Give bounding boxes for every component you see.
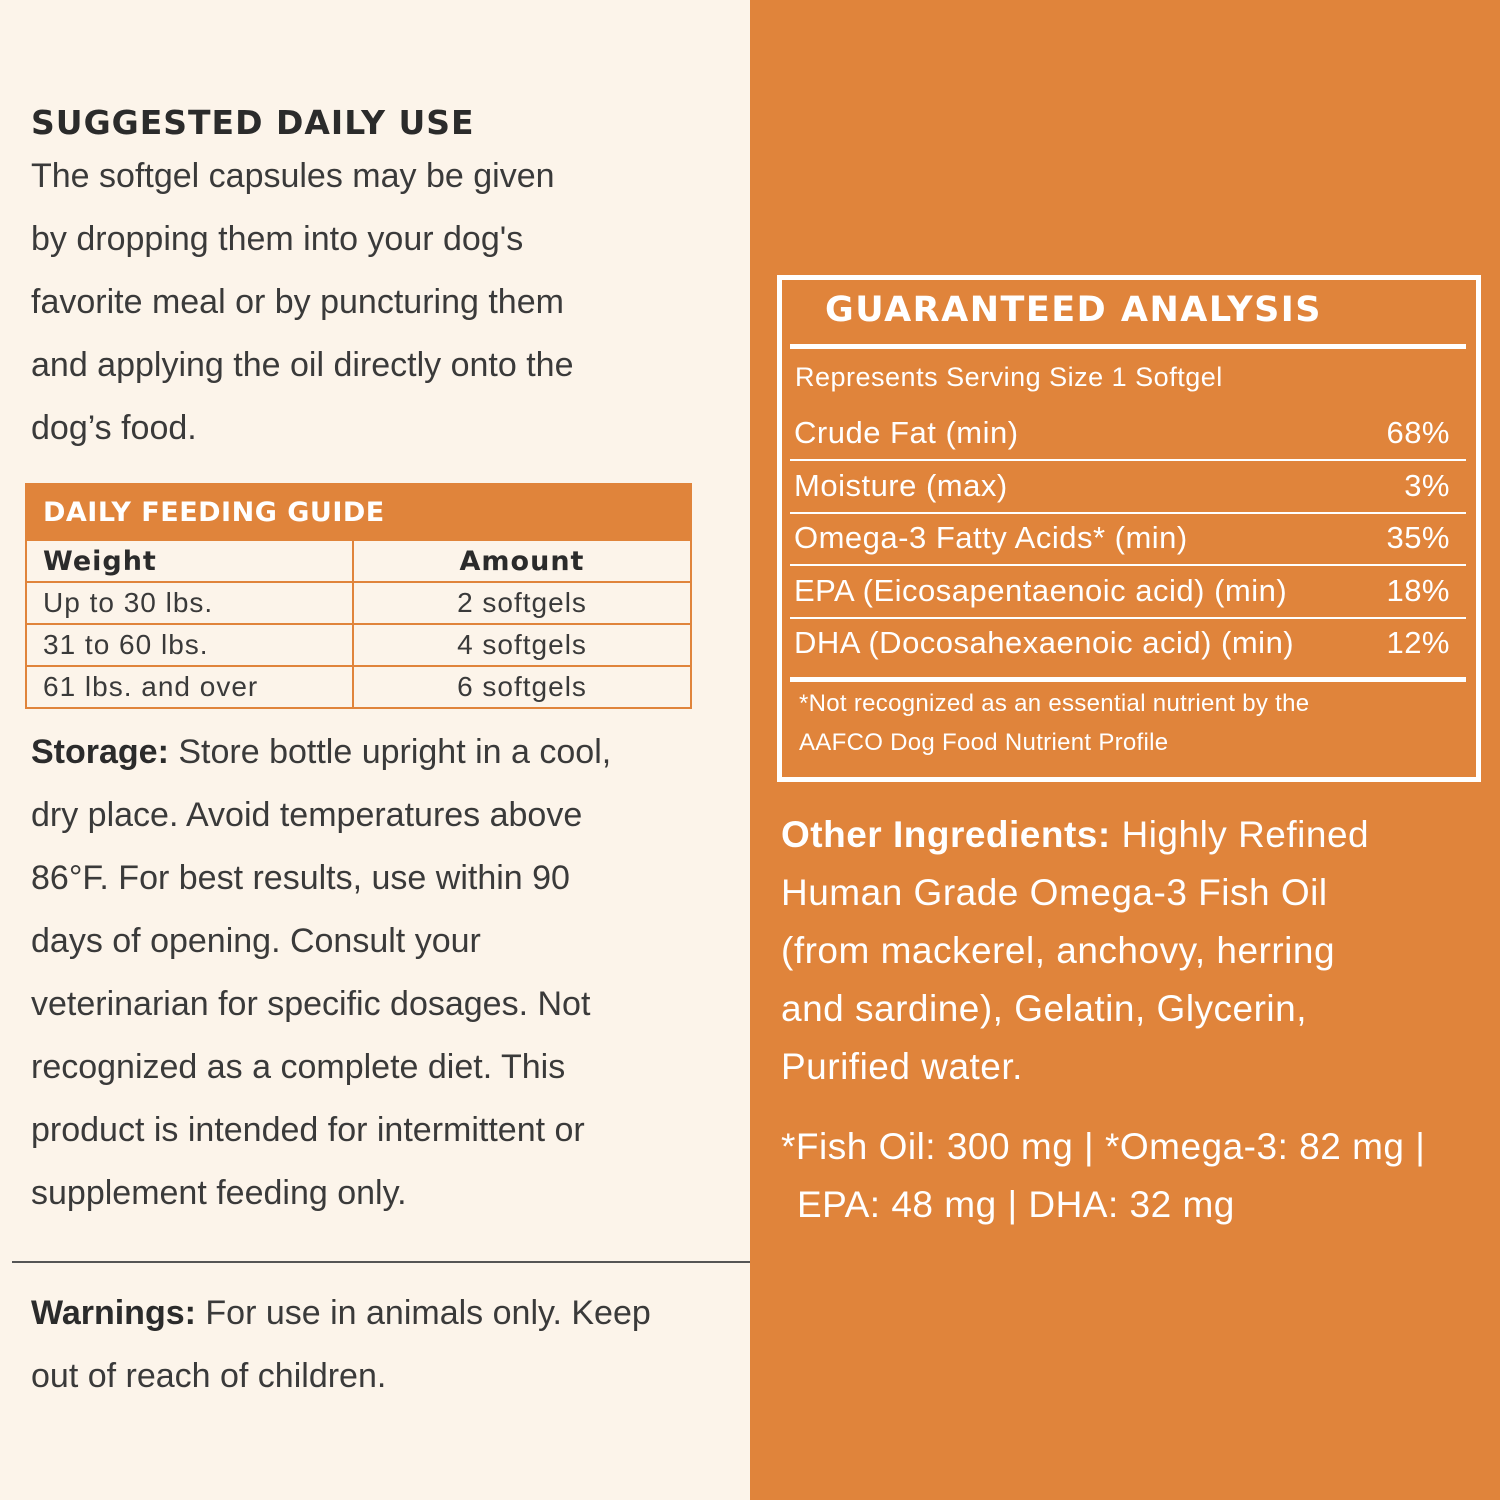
text-line: recognized as a complete diet. This <box>31 1048 566 1086</box>
analysis-footnote <box>799 684 1449 762</box>
nutrient-label: EPA (Eicosapentaenoic acid) (min) <box>794 573 1288 608</box>
text-line <box>31 721 731 784</box>
weight-cell: Up to 30 lbs. <box>27 582 353 624</box>
text-line: veterinarian for specific dosages. Not <box>31 985 591 1023</box>
text-line: out of reach of children. <box>31 1357 387 1395</box>
text-line: and sardine), Gelatin, Glycerin, <box>781 988 1308 1029</box>
warnings-label: Warnings: <box>31 1294 196 1332</box>
amounts-section <box>781 1118 1491 1234</box>
weight-cell: 31 to 60 lbs. <box>27 624 353 666</box>
footnote-line: AAFCO Dog Food Nutrient Profile <box>799 729 1169 756</box>
nutrient-label: Moisture (max) <box>794 468 1008 503</box>
amounts-line: EPA: 48 mg | DHA: 32 mg <box>797 1184 1235 1225</box>
text-line: dry place. Avoid temperatures above <box>31 796 583 834</box>
suggested-use-title: SUGGESTED DAILY USE <box>31 103 475 142</box>
text-line <box>31 1282 741 1345</box>
feeding-guide-title: DAILY FEEDING GUIDE <box>27 485 690 541</box>
amount-cell: 2 softgels <box>353 582 690 624</box>
footnote-line: *Not recognized as an essential nutrient by the <box>799 690 1310 717</box>
text-line: Human Grade Omega-3 Fish Oil <box>781 872 1328 913</box>
analysis-row <box>790 617 1466 669</box>
guaranteed-analysis-title: GUARANTEED ANALYSIS <box>825 290 1323 330</box>
column-header-weight: Weight <box>27 541 353 582</box>
weight-cell: 61 lbs. and over <box>27 666 353 707</box>
amount-cell: 6 softgels <box>353 666 690 707</box>
nutrient-value: 18% <box>1386 573 1450 608</box>
analysis-footer-rule <box>790 677 1466 682</box>
other-ingredients-label: Other Ingredients: <box>781 814 1111 855</box>
nutrient-label: Omega-3 Fatty Acids* (min) <box>794 520 1188 555</box>
analysis-header-rule <box>790 344 1466 349</box>
warnings-section <box>31 1282 741 1408</box>
text-line: Purified water. <box>781 1046 1023 1087</box>
nutrient-value: 68% <box>1386 415 1450 450</box>
amounts-line: *Fish Oil: 300 mg | *Omega-3: 82 mg | <box>781 1126 1426 1167</box>
table-row <box>27 666 690 707</box>
serving-size-text: Represents Serving Size 1 Softgel <box>795 362 1223 392</box>
section-divider <box>12 1261 750 1263</box>
text-line: favorite meal or by puncturing them <box>31 283 564 321</box>
suggested-use-text <box>31 145 721 460</box>
text-line: product is intended for intermittent or <box>31 1111 585 1149</box>
other-ingredients-section <box>781 806 1461 1096</box>
warnings-text: For use in animals only. Keep <box>195 1294 651 1332</box>
text-line: days of opening. Consult your <box>31 922 481 960</box>
table-row <box>27 624 690 666</box>
feeding-guide-grid <box>27 541 690 707</box>
text-line: 86°F. For best results, use within 90 <box>31 859 570 897</box>
table-row <box>27 582 690 624</box>
column-header-amount: Amount <box>459 545 585 577</box>
feeding-guide-table <box>25 483 692 709</box>
storage-text: Store bottle upright in a cool, <box>168 733 612 771</box>
other-ingredients-text: Highly Refined <box>1110 814 1370 855</box>
table-header-row <box>27 541 690 582</box>
storage-label: Storage: <box>31 733 169 771</box>
nutrient-value: 12% <box>1386 625 1450 660</box>
text-line <box>781 806 1461 864</box>
nutrient-value: 3% <box>1404 468 1450 503</box>
storage-section <box>31 721 731 1225</box>
text-line: and applying the oil directly onto the <box>31 346 574 384</box>
text-line: by dropping them into your dog's <box>31 220 524 258</box>
text-line: The softgel capsules may be given <box>31 157 555 195</box>
nutrient-label: DHA (Docosahexaenoic acid) (min) <box>794 625 1295 660</box>
nutrient-value: 35% <box>1386 520 1450 555</box>
analysis-row <box>790 512 1466 566</box>
nutrient-label: Crude Fat (min) <box>794 415 1019 450</box>
text-line: dog’s food. <box>31 409 197 447</box>
analysis-row <box>790 565 1466 619</box>
amount-cell: 4 softgels <box>353 624 690 666</box>
text-line: (from mackerel, anchovy, herring <box>781 930 1336 971</box>
analysis-row <box>790 407 1466 461</box>
text-line: supplement feeding only. <box>31 1174 407 1212</box>
analysis-row <box>790 460 1466 514</box>
